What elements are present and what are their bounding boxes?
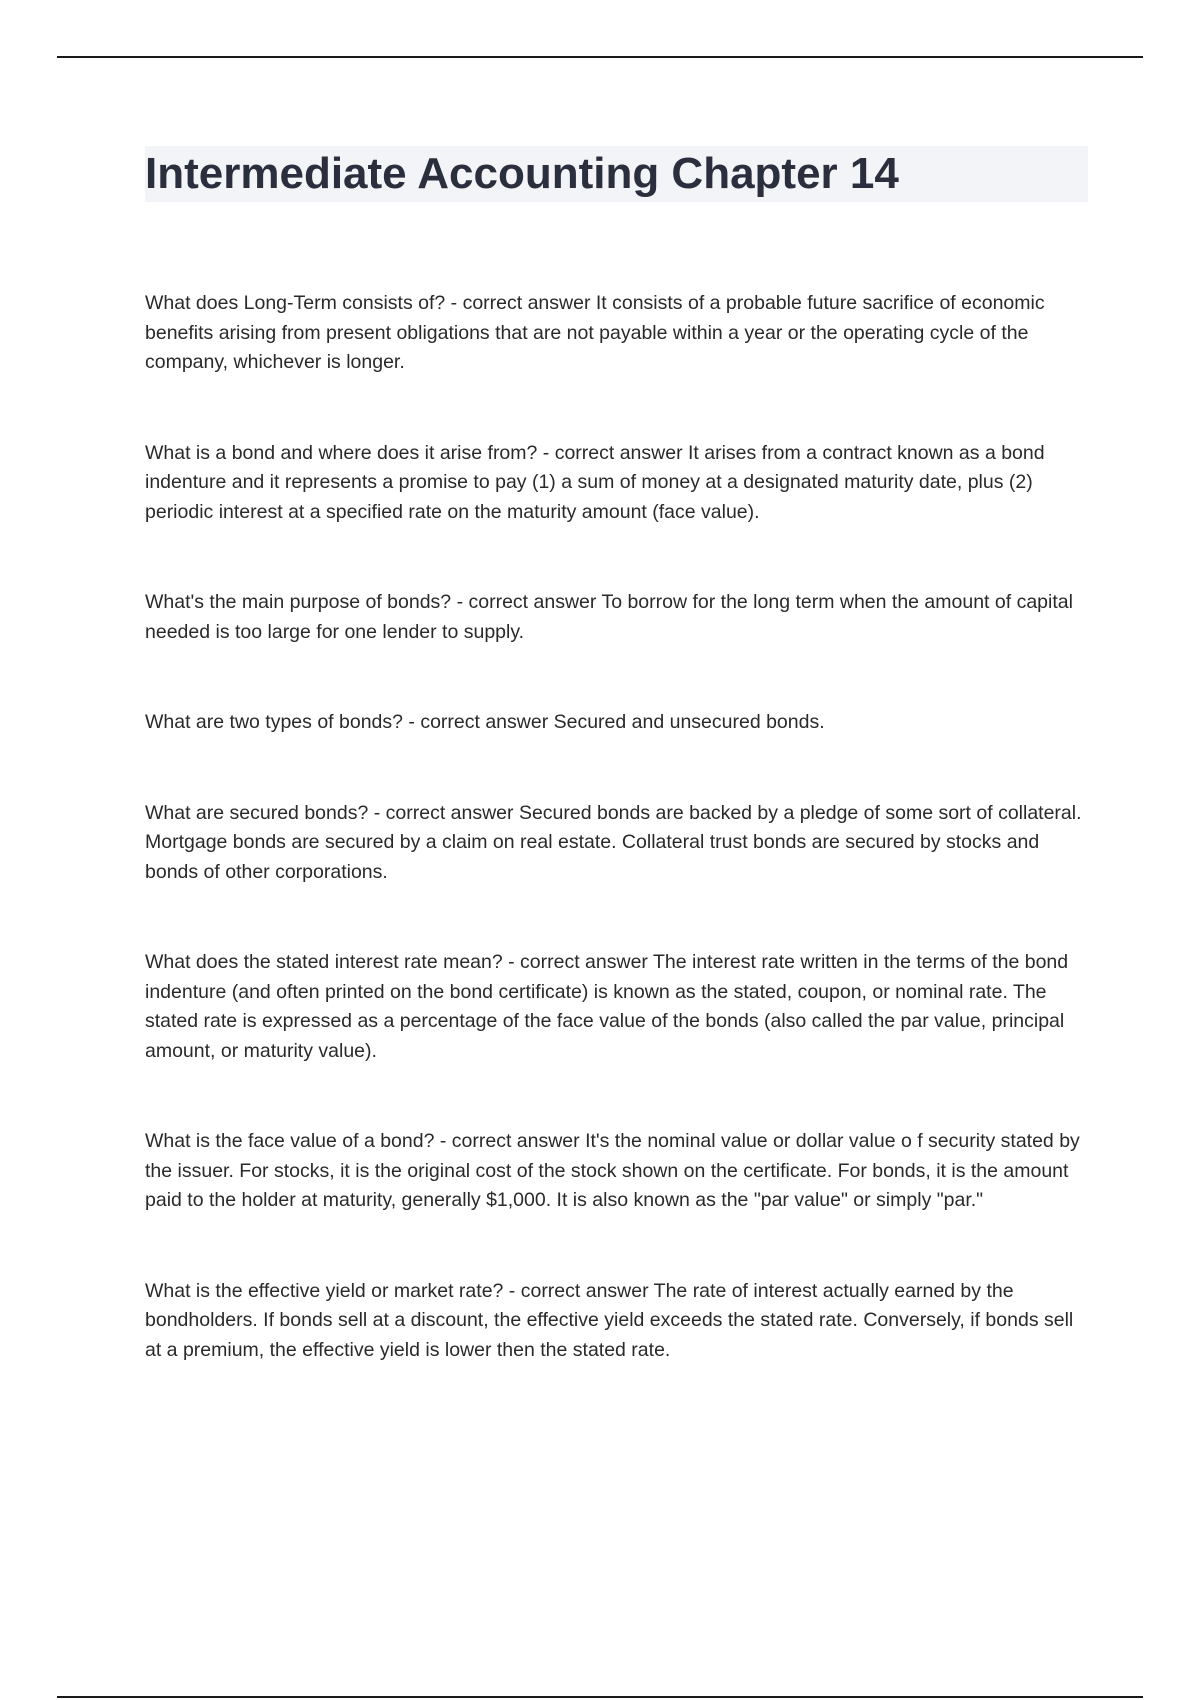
- qa-item: [145, 708, 1090, 738]
- question-text: What are secured bonds?: [145, 801, 369, 824]
- answer-separator: - correct answer: [502, 951, 653, 973]
- answer-separator: - correct answer: [402, 711, 554, 733]
- answer-separator: - correct answer: [451, 591, 602, 613]
- answer-separator: - correct answer: [503, 1279, 654, 1302]
- qa-item: [145, 948, 1090, 1066]
- qa-item: [145, 588, 1090, 647]
- qa-item: [145, 289, 1090, 378]
- qa-item: [145, 1127, 1090, 1216]
- question-text: What's the main purpose of bonds?: [145, 591, 452, 613]
- question-text: What does Long-Term consists of?: [145, 292, 446, 314]
- question-text: What is the effective yield or market rate?: [145, 1279, 504, 1302]
- question-text: What are two types of bonds?: [145, 711, 403, 733]
- answer-text: It consists of a probable future sacrifice of economic benefits arising from present obligations that are not payable within a year or the operating cycle of the company, whichever is longer.: [145, 292, 1045, 373]
- qa-item: [145, 1277, 1090, 1366]
- answer-text: Secured bonds are backed by a pledge of some sort of collateral. Mortgage bonds are secured by a claim on real estate. Collateral trust bonds are secured by stocks and bonds of other corporations.: [145, 801, 1082, 883]
- qa-item: [145, 799, 1090, 888]
- answer-separator: - correct answer: [445, 292, 596, 314]
- answer-separator: - correct answer: [434, 1130, 586, 1152]
- answer-text: The interest rate written in the terms of the bond indenture (and often printed on the bond certificate) is known as the stated, coupon, or nominal rate. The stated rate is expressed as a percentage of the face value of the bonds (also called the par value, principal amount, or maturity value).: [145, 951, 1069, 1062]
- question-text: What is a bond and where does it arise from?: [145, 441, 538, 464]
- answer-text: Secured and unsecured bonds.: [553, 711, 825, 733]
- answer-text: It's the nominal value or dollar value o f security stated by the issuer. For stocks, it is the original cost of the stock shown on the certificate. For bonds, it is the amount paid to the holder at maturity, generally $1,000. It is also known as the "par value" or simply "par.": [145, 1130, 1080, 1211]
- page-title: Intermediate Accounting Chapter 14: [145, 149, 899, 198]
- qa-list: [145, 289, 1090, 1365]
- question-text: What is the face value of a bond?: [145, 1130, 435, 1152]
- question-text: What does the stated interest rate mean?: [145, 951, 503, 973]
- answer-separator: - correct answer: [537, 441, 688, 464]
- answer-separator: - correct answer: [368, 801, 519, 824]
- answer-text: To borrow for the long term when the amount of capital needed is too large for one lender to supply.: [145, 591, 1073, 643]
- answer-text: It arises from a contract known as a bond indenture and it represents a promise to pay (1) a sum of money at a designated maturity date, plus (2) periodic interest at a specified rate on the maturity amount (face value).: [145, 441, 1045, 523]
- qa-item: [145, 439, 1090, 528]
- top-rule: [57, 56, 1143, 58]
- bottom-rule: [57, 1696, 1143, 1698]
- answer-text: The rate of interest actually earned by the bondholders. If bonds sell at a discount, the effective yield exceeds the stated rate. Conversely, if bonds sell at a premium, the effective yield is lower then the stated rate.: [145, 1279, 1074, 1361]
